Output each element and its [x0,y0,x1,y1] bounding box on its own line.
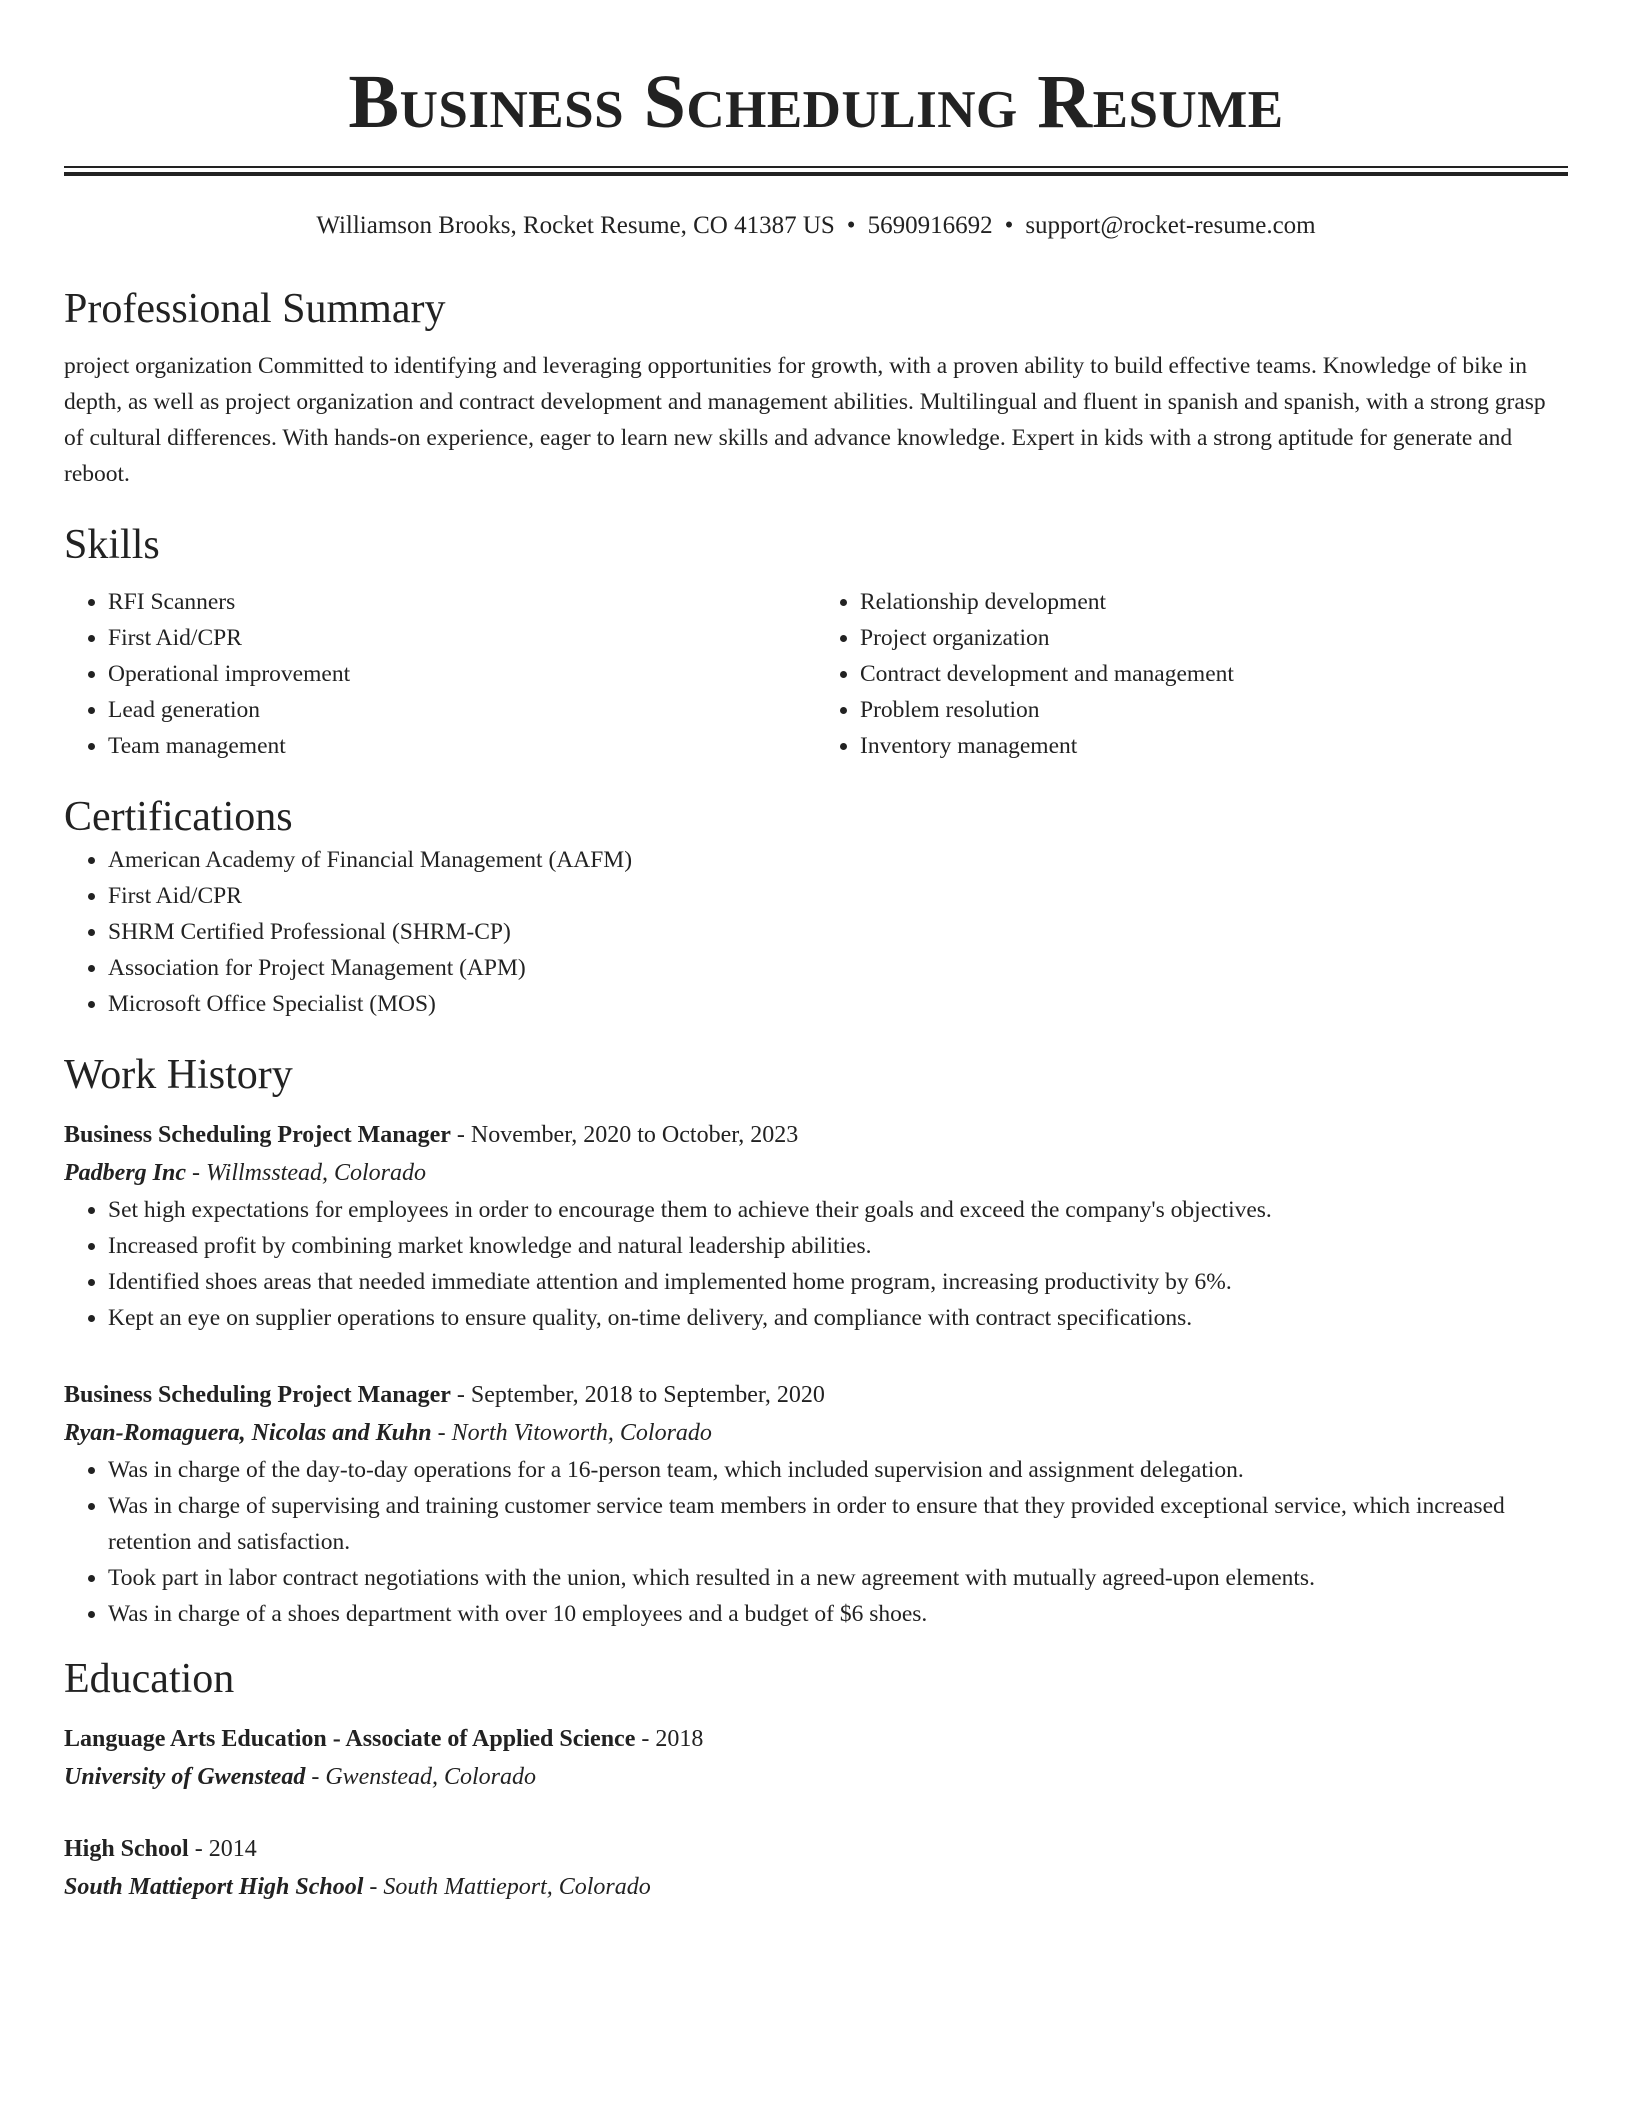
job-bullet: • Took part in labor contract negotiations with the union, which resulted in a new agreement with mutually agreed-upon elements. [108,1560,1568,1596]
job-bullets [64,1192,1568,1336]
skills-list-left [64,584,816,764]
education-location: South Mattieport, Colorado [383,1874,651,1900]
skill-item: • Project organization [860,620,1568,656]
job-entry [64,1376,1568,1632]
job-bullet: • Was in charge of a shoes department with over 10 employees and a budget of $6 shoes. [108,1596,1568,1632]
certification-item: • Association for Project Management (APM) [108,950,1568,986]
job-title-line [64,1376,1568,1414]
education-school-line [64,1868,1568,1906]
skill-item: • Relationship development [860,584,1568,620]
education-school: South Mattieport High School [64,1874,364,1900]
education-dash: - [635,1726,656,1752]
resume-title: Business Scheduling Resume [348,60,1284,144]
job-location: North Vitoworth, Colorado [451,1420,712,1446]
job-company-line [64,1154,1568,1192]
education-school-line [64,1758,1568,1796]
contact-line [64,210,1568,242]
title-double-rule [64,166,1568,176]
education-year: 2014 [208,1836,257,1862]
job-entry [64,1116,1568,1336]
job-dates: September, 2018 to September, 2020 [470,1382,825,1408]
job-company-line [64,1414,1568,1452]
skill-item: • Lead generation [108,692,816,728]
job-location: Willmsstead, Colorado [206,1160,427,1186]
job-dash: - [450,1382,471,1408]
skill-item: • Team management [108,728,816,764]
job-title: Business Scheduling Project Manager [64,1122,451,1148]
job-bullets [64,1452,1568,1632]
job-bullet: • Kept an eye on supplier operations to ensure quality, on-time delivery, and compliance with contract specifications. [108,1300,1568,1336]
work-history-section [64,1050,1568,1632]
job-dates: November, 2020 to October, 2023 [470,1122,799,1148]
summary-text: project organization Committed to identifying and leveraging opportunities for growth, with a proven ability to build effective teams. Knowledge of bike in depth, as well as project organization and contract development and management abilities. Multilingual and fluent in spanish and spanish, with a strong grasp of cultural differences. With hands-on experience, eager to learn new skills and advance knowledge. Expert in kids with a strong aptitude for generate and reboot. [64,353,1546,487]
contact-phone: 5690916692 [867,212,993,239]
contact-address: Williamson Brooks, Rocket Resume, CO 41387 US [316,212,835,239]
job-company: Padberg Inc [64,1160,186,1186]
certifications-list [64,842,1568,1022]
education-degree-line [64,1720,1568,1758]
job-title-line [64,1116,1568,1154]
job-company: Ryan-Romaguera, Nicolas and Kuhn [64,1420,432,1446]
skills-grid [64,584,1568,764]
contact-email: support@rocket-resume.com [1025,212,1316,239]
job-dash: - [431,1420,452,1446]
education-degree-line [64,1830,1568,1868]
contact-separator: • [846,212,856,239]
education-entry [64,1720,1568,1796]
education-year: 2018 [655,1726,704,1752]
skills-heading: Skills [64,522,160,568]
education-dash: - [305,1764,326,1790]
education-location: Gwenstead, Colorado [325,1764,536,1790]
certifications-section [64,792,1568,1022]
skill-item: • Problem resolution [860,692,1568,728]
education-dash: - [188,1836,209,1862]
certification-item: • SHRM Certified Professional (SHRM-CP) [108,914,1568,950]
contact-separator: • [1004,212,1014,239]
work-history-heading: Work History [64,1052,293,1098]
job-bullet: • Identified shoes areas that needed immediate attention and implemented home program, increasing productivity by 6%. [108,1264,1568,1300]
education-section [64,1654,1568,1906]
skills-column-right [816,584,1568,764]
job-title: Business Scheduling Project Manager [64,1382,451,1408]
job-dash: - [186,1160,206,1186]
job-bullet: • Was in charge of the day-to-day operations for a 16-person team, which included supervision and assignment delegation. [108,1452,1568,1488]
summary-section [64,284,1568,492]
certifications-heading: Certifications [64,794,293,840]
skills-list-right [816,584,1568,764]
skill-item: • Contract development and management [860,656,1568,692]
certification-item: • American Academy of Financial Management (AAFM) [108,842,1568,878]
job-bullet: • Set high expectations for employees in order to encourage them to achieve their goals and exceed the company's objectives. [108,1192,1568,1228]
education-degree: Language Arts Education - Associate of Applied Science [64,1726,636,1752]
skills-column-left [64,584,816,764]
job-dash: - [450,1122,471,1148]
certification-item: • First Aid/CPR [108,878,1568,914]
skills-section [64,520,1568,764]
job-bullet: • Increased profit by combining market knowledge and natural leadership abilities. [108,1228,1568,1264]
education-school: University of Gwenstead [64,1764,306,1790]
skill-item: • Operational improvement [108,656,816,692]
skill-item: • Inventory management [860,728,1568,764]
education-heading: Education [64,1656,235,1702]
education-entry [64,1830,1568,1906]
summary-heading: Professional Summary [64,286,446,332]
skill-item: • RFI Scanners [108,584,816,620]
certification-item: • Microsoft Office Specialist (MOS) [108,986,1568,1022]
job-bullet: • Was in charge of supervising and training customer service team members in order to ensure that they provided exceptional service, which increased retention and satisfaction. [108,1488,1568,1560]
skill-item: • First Aid/CPR [108,620,816,656]
education-degree: High School [64,1836,189,1862]
education-dash: - [363,1874,384,1900]
